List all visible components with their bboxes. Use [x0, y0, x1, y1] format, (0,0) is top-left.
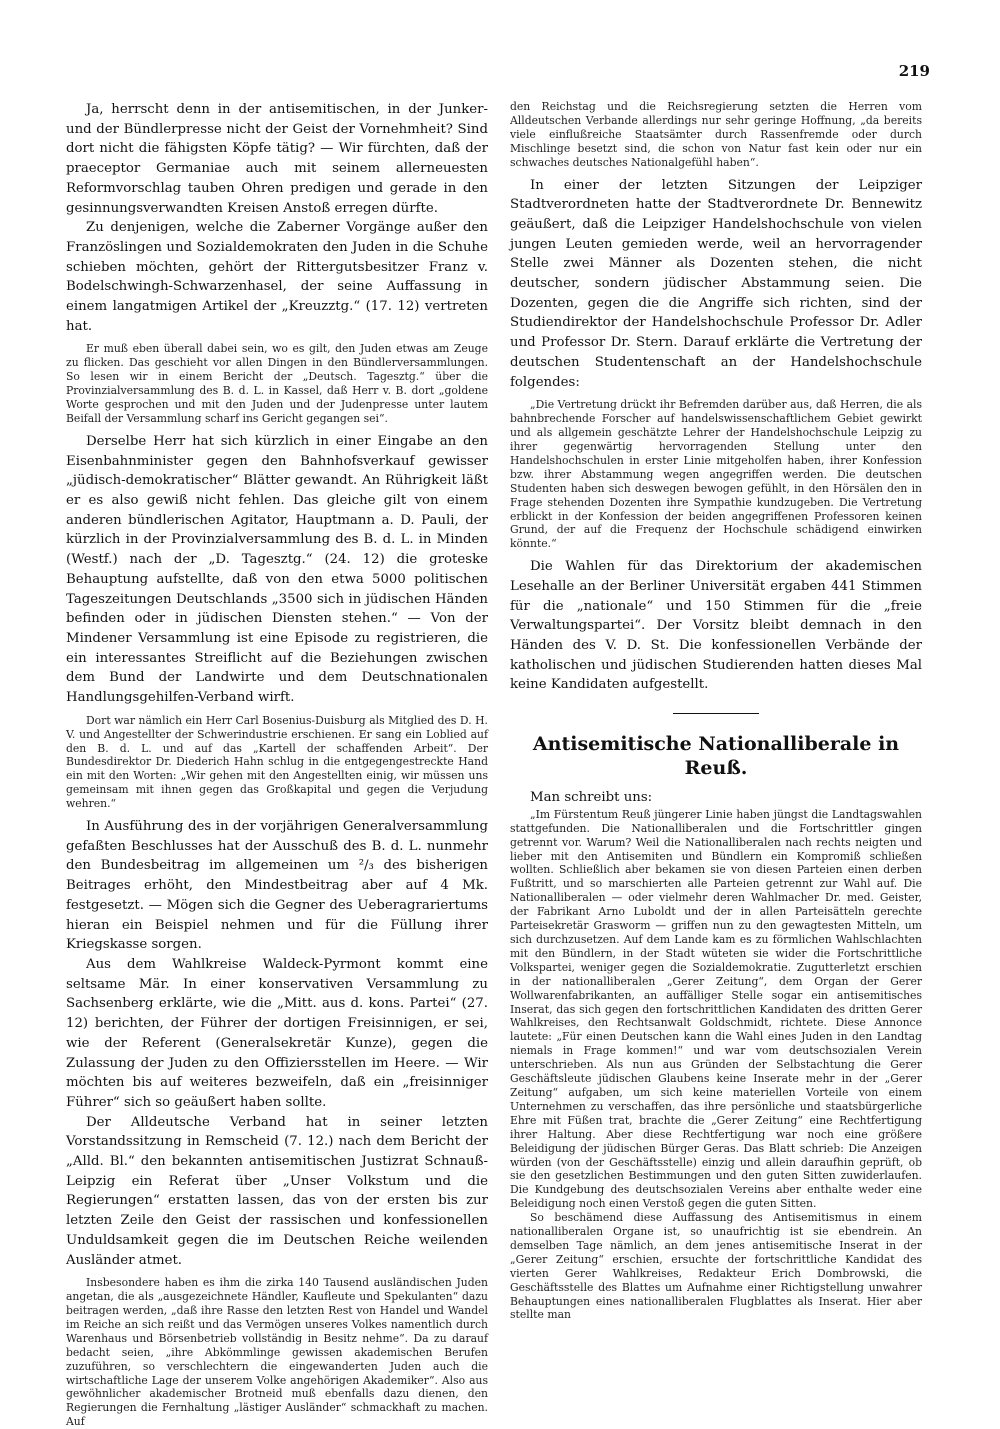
small-print-paragraph: Dort war nämlich ein Herr Carl Bosenius-Duisburg als Mitglied des D. H. V. und Angestellter der Schwerindustrie erschienen. Er sang ein Loblied auf den B. d. L. und auf das „Kartell der schaffenden Arbeit“. Der Bundesdirektor Dr. Diederich Hahn schlug in die entgegengestreckte Hand ein mit den Worten: „Wir gehen mit den Angestellten einig, wir müssen uns gemeinsam mit ihnen gegen das Großkapital und gegen die Verjudung wehren.“ — [66, 713, 488, 811]
small-print-paragraph: „Im Fürstentum Reuß jüngerer Linie haben jüngst die Landtagswahlen stattgefunden. Die Nationalliberalen und die Fortschrittler gingen getrennt vor. Warum? Weil die Nationalliberalen nach rechts neigten und lieber mit den Antisemiten und Bündlern ein Kompromiß schließen wollten. Schließlich aber bekamen sie von diesen Parteien einen derben Fußtritt, und so marschierten alle Parteien getrennt zur Wahl auf. Die Nationalliberalen — oder vielmehr deren Wahlmacher Dr. med. Geister, der Fabrikant Arno Luboldt und der in allen Parteisätteln gerechte Parteisekretär Grasworm — griffen nun zu den gewagtesten Mitteln, um sich durchzusetzen. Auf dem Lande kam es zu förmlichen Wahlschlachten mit den Bündlern, in der Stadt wüteten sie wider die Fortschrittliche Volkspartei, weniger gegen die Sozialdemokratie. Zugutterletzt erschien in der nationalliberalen „Gerer Zeitung“, dem Organ der Gerer Wollwarenfabrikanten, an auffälliger Stelle sogar ein antisemitisches Inserat, das sich gegen den fortschrittlichen Kandidaten des dritten Gerer Wahlkreises, den Rechtsanwalt Goldschmidt, richtete. Diese Annonce lautete: „Für einen Deutschen kann die Wahl eines Juden in den Landtag niemals in Frage kommen!“ und war vom deutschsozialen Verein unterschrieben. Als nun aus Gründen der Selbstachtung die Gerer Geschäftsleute jüdischen Glaubens keine Inserate mehr in der „Gerer Zeitung“ aufgaben, um sich keine materiellen Vorteile von einem Unternehmen zu verschaffen, das ihre persönliche und staatsbürgerliche Ehre mit Füßen trat, brachte die „Gerer Zeitung“ eine Rechtfertigung ihrer Haltung. Aber diese Rechtfertigung war noch eine größere Beleidigung der jüdischen Bürger Geras. Das Blatt schrieb: Die Anzeigen würden (von der Geschäftsstelle) einzig und allein daraufhin geprüft, ob sie den gesetzlichen Bestimmungen und den guten Sitten zuwiderlaufen. Die Kundgebung des deutschsozialen Vereins aber enthalte weder eine Beleidigung noch einen Verstoß gegen die guten Sitten. — [510, 807, 922, 1211]
paragraph: Die Wahlen für das Direktorium der akademischen Lesehalle an der Berliner Universität ergaben 441 Stimmen für die „nationale“ und 150 Stimmen für die „freie Verwaltungspartei“. Der Vorsitz bleibt demnach in den Händen des V. D. St. Die konfessionellen Verbände der katholischen und jüdischen Studierenden hatten dieses Mal keine Kandidaten aufgestellt. — [510, 559, 922, 693]
paragraph: Aus dem Wahlkreise Waldeck-Pyrmont kommt eine seltsame Mär. In einer konservativen Versammlung zu Sachsenberg erklärte, wie die „Mitt. aus d. kons. Partei“ (27. 12) berichten, der Führer der dortigen Freisinnigen, er sei, wie der Referent (Generalsekretär Kunze), gegen die Zulassung der Juden zu den Offiziersstellen im Heere. — Wir möchten bis auf weiteres bezweifeln, daß ein „freisinniger Führer“ sich so geäußert haben sollte. — [66, 956, 488, 1110]
page-number: 219 — [898, 62, 930, 80]
section-heading: Antisemitische Nationalliberale in Reuß. — [532, 733, 900, 780]
right-column — [510, 100, 922, 1340]
paragraph: In einer der letzten Sitzungen der Leipziger Stadtverordneten hatte der Stadtverordnete Dr. Bennewitz geäußert, daß die Leipziger Handelshochschule von vielen jungen Leuten gemieden werde, weil an hervorragender Stelle zwei Männer als Dozenten stehen, die nicht deutscher, sondern jüdischer Abstammung seien. Die Dozenten, gegen die die Angriffe sich richten, sind der Studiendirektor der Handelshochschule Professor Dr. Adler und Professor Dr. Stern. Darauf erklärte die Vertretung der deutschen Studentenschaft an der Handelshochschule folgendes: — [510, 177, 922, 390]
small-print-paragraph: Insbesondere haben es ihm die zirka 140 Tausend ausländischen Juden angetan, die als „ausgezeichnete Händler, Kaufleute und Spekulanten“ dazu beitragen werden, „daß ihre Rasse den letzten Rest von Handel und Wandel im Reiche an sich reißt und das Vermögen unseres Volkes namentlich durch Warenhaus und Börsenbetrieb vollständig in Besitz nehme“. Da zu darauf bedacht seien, „ihre Abkömmlinge gewissen akademischen Berufen zuzuführen, so verschlechtern die eingewanderten Juden auch die wirtschaftliche Lage der unserem Volke angehörigen Akademiker“. Also aus gewöhnlicher akademischer Brotneid muß ebenfalls dazu dienen, den Regierungen die Fernhaltung „lästiger Ausländer“ schmackhaft zu machen. Auf — [66, 1276, 488, 1429]
section-divider — [673, 713, 759, 714]
paragraph: In Ausführung des in der vorjährigen Generalversammlung gefaßten Beschlusses hat der Ausschuß des B. d. L. nunmehr den Bundesbeitrag im allgemeinen um ²/₃ des bisherigen Beitrages erhöht, den Mindestbeitrag aber auf 4 Mk. festgesetzt. — Mögen sich die Gegner des Ueberagrariertums hieran ein Beispiel nehmen und für die Füllung ihrer Kriegskasse sorgen. — [66, 819, 488, 953]
left-column — [66, 100, 488, 1429]
paragraph: Der Alldeutsche Verband hat in seiner letzten Vorstandssitzung in Remscheid (7. 12.) nach dem Bericht der „Alld. Bl.“ den bekannten antisemitischen Justizrat Schnauß-Leipzig ein Referat über „Unser Volkstum und die Regierungen“ erstatten lassen, das von der ersten bis zur letzten Zeile den Geist der rassischen und konfessionellen Unduldsamkeit gegen die im Deutschen Reiche weilenden Ausländer atmet. — [66, 1114, 488, 1268]
paragraph: Ja, herrscht denn in der antisemitischen, in der Junker- und der Bündlerpresse nicht der Geist der Vornehmheit? Sind dort nicht die fähigsten Köpfe tätig? — Wir fürchten, daß der praeceptor Germaniae auch mit seinem allerneuesten Reformvorschlag tauben Ohren predigen und gerade in den gesinnungsverwandten Kreisen Anstoß erregen dürfte. — [66, 102, 488, 216]
small-print-paragraph: Er muß eben überall dabei sein, wo es gilt, den Juden etwas am Zeuge zu flicken. Das geschieht vor allen Dingen in den Bündlerversammlungen. So lesen wir in einem Bericht der „Deutsch. Tagesztg.“ über die Provinzialversammlung des B. d. L. in Kassel, daß Herr v. B. dort „goldene Worte gesprochen und mit den Juden und der Judenpresse unter lautem Beifall der Versammlung scharf ins Gericht gegangen sei“. — [66, 342, 488, 425]
paragraph: Derselbe Herr hat sich kürzlich in einer Eingabe an den Eisenbahnminister gegen den Bahnhofsverkauf gewisser „jüdisch-demokratischer“ Blätter gewandt. An Rührigkeit läßt er es also gewiß nicht fehlen. Das gleiche gilt von einem anderen bündlerischen Agitator, Hauptmann a. D. Pauli, der kürzlich in der Provinzialversammlung des B. d. L. in Minden (Westf.) nach der „D. Tagesztg.“ (24. 12) die groteske Behauptung aufstellte, daß von den etwa 5000 politischen Tageszeitungen Deutschlands „3500 sich in jüdischen Händen befinden oder in jüdischen Diensten stehen.“ — Von der Mindener Versammlung ist eine Episode zu registrieren, die ein interessantes Streiflicht auf die Beziehungen zwischen dem Bund der Landwirte und dem Deutschnationalen Handlungsgehilfen-Verband wirft. — [66, 433, 488, 706]
small-print-paragraph: den Reichstag und die Reichsregierung setzten die Herren vom Alldeutschen Verbande allerdings nur sehr geringe Hoffnung, „da bereits viele einflußreiche Staatsämter durch Rassenfremde oder durch Mischlinge besetzt sind, die schon von Natur fast kein oder nur ein schwaches deutsches Nationalgefühl haben“. — [510, 100, 922, 169]
paragraph: Man schreibt uns: — [530, 790, 653, 806]
small-print-paragraph: So beschämend diese Auffassung des Antisemitismus in einem nationalliberalen Organe ist, so unaufrichtig ist sie ebendrein. An demselben Tage nämlich, an dem jenes antisemitische Inserat in der „Gerer Zeitung“ erschien, ersuchte der fortschrittliche Kandidat des vierten Gerer Wahlkreises, Redakteur Erich Dombrowski, die Geschäftsstelle des Blattes um Aufnahme einer Richtigstellung unwahrer Behauptungen eines nationalliberalen Flugblattes als Inserat. Hier aber stellte man — [510, 1211, 922, 1322]
paragraph: Zu denjenigen, welche die Zaberner Vorgänge außer den Französlingen und Sozialdemokraten den Juden in die Schuhe schieben möchten, gehört der Rittergutsbesitzer Franz v. Bodelschwingh-Schwarzenhasel, der seine Auffassung in einem langatmigen Artikel der „Kreuzztg.“ (17. 12) vertreten hat. — [66, 220, 488, 334]
small-print-paragraph: „Die Vertretung drückt ihr Befremden darüber aus, daß Herren, die als bahnbrechende Forscher auf handelswissenschaftlichem Gebiet gewirkt und als allgemein geschätzte Lehrer der Handelshochschule Leipzig zu ihrer gegenwärtig hervorragenden Stellung unter den Handelshochschulen in erster Linie mitgeholfen haben, ihrer Konfession bzw. ihrer Abstammung wegen angegriffen werden. Die deutschen Studenten haben sich deswegen bewogen gefühlt, in den Hörsälen den in Frage stehenden Dozenten ihre Sympathie kundzugeben. Die Vertretung erblickt in der Konfession der beiden angegriffenen Professoren keinen Grund, der auf die Frequenz der Hochschule schädigend einwirken könnte.“ — [510, 398, 922, 551]
